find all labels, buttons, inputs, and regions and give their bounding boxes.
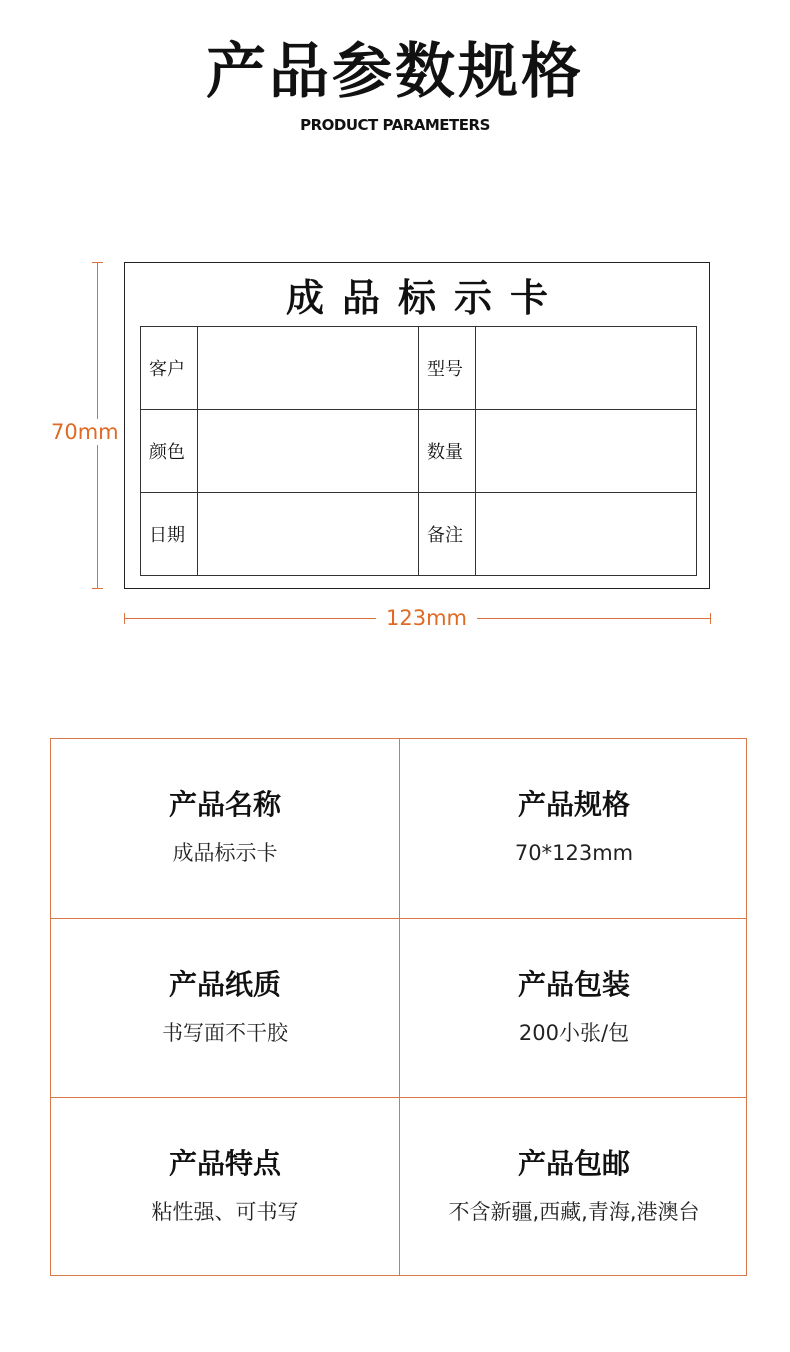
card-field-blank (198, 410, 419, 493)
width-dimension-label: 123mm (376, 605, 477, 631)
spec-value: 不含新疆,西藏,青海,港澳台 (448, 1200, 700, 1224)
spec-cell-paper (51, 919, 399, 1098)
spec-cell-size (400, 739, 748, 918)
spec-title: 产品纸质 (168, 968, 281, 1001)
height-dimension-cap-top (92, 262, 103, 263)
card-row (141, 410, 697, 493)
card-field-blank (476, 410, 697, 493)
spec-title: 产品包装 (517, 968, 630, 1001)
card-field-label: 型号 (419, 327, 476, 410)
spec-grid (50, 738, 747, 1276)
label-card-preview (124, 262, 710, 589)
spec-title: 产品包邮 (517, 1147, 630, 1180)
card-field-blank (476, 327, 697, 410)
width-dimension-cap-right (710, 613, 711, 624)
spec-value: 书写面不干胶 (162, 1021, 288, 1045)
card-field-label: 数量 (419, 410, 476, 493)
card-field-label: 客户 (141, 327, 198, 410)
width-dimension-cap-left (124, 613, 125, 624)
spec-value: 200小张/包 (518, 1021, 630, 1045)
spec-cell-shipping (400, 1098, 748, 1277)
spec-value: 成品标示卡 (172, 841, 278, 865)
card-field-blank (198, 327, 419, 410)
page-title: 产品参数规格 (206, 37, 584, 107)
card-field-blank (476, 493, 697, 576)
spec-title: 产品规格 (517, 788, 630, 821)
card-row (141, 327, 697, 410)
spec-cell-packaging (400, 919, 748, 1098)
spec-title: 产品特点 (168, 1147, 281, 1180)
card-field-label: 日期 (141, 493, 198, 576)
spec-title: 产品名称 (168, 788, 281, 821)
card-field-blank (198, 493, 419, 576)
height-dimension-label: 70mm (51, 420, 119, 444)
spec-cell-features (51, 1098, 399, 1277)
card-row (141, 493, 697, 576)
card-form-table (140, 326, 697, 576)
spec-value: 粘性强、可书写 (151, 1200, 299, 1224)
card-title: 成品标示卡 (285, 276, 566, 320)
page-subtitle: PRODUCT PARAMETERS (300, 116, 490, 134)
spec-cell-name (51, 739, 399, 918)
height-dimension-cap-bottom (92, 588, 103, 589)
card-field-label: 备注 (419, 493, 476, 576)
spec-value: 70*123mm (514, 841, 634, 865)
card-field-label: 颜色 (141, 410, 198, 493)
